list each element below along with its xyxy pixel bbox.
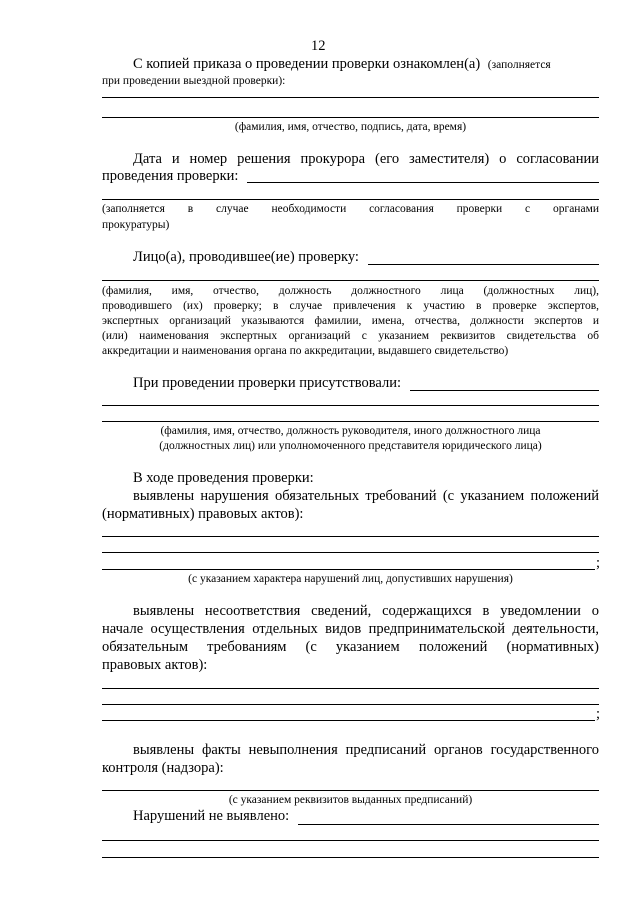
s6-semicolon: ; (596, 706, 601, 722)
s4-note2: (должностных лиц) или уполномоченного представителя юридического лица) (159, 440, 542, 452)
s6-line1: выявлены несоответствия сведений, содержащихся в уведомлении о (133, 603, 599, 619)
s3-note2: проводившего (их) проверку; в случае привлечения к участию в проверке экспертов, (102, 300, 599, 312)
fill-line[interactable] (247, 182, 599, 183)
s6-line4: правовых актов): (102, 657, 208, 673)
s6-line3: обязательным требованиям (с указанием положений (нормативных) (102, 639, 599, 655)
fill-line[interactable] (102, 840, 599, 841)
s7-caption: (с указанием реквизитов выданных предписаний) (228, 794, 473, 806)
s7-line1: выявлены факты невыполнения предписаний органов государственного (133, 742, 599, 758)
fill-line[interactable] (102, 720, 595, 721)
s4-note1: (фамилия, имя, отчество, должность руководителя, иного должностного лица (160, 425, 541, 437)
s4-label: При проведении проверки присутствовали: (133, 375, 402, 391)
s1-line2: при проведении выездной проверки): (102, 75, 286, 87)
fill-line[interactable] (368, 264, 599, 265)
s3-note1: (фамилия, имя, отчество, должность должностного лица (должностных лиц), (102, 285, 599, 297)
s5-line3: (нормативных) правовых актов): (102, 506, 304, 522)
s1-line1-small: (заполняется (487, 59, 551, 71)
s3-label: Лицо(а), проводившее(ие) проверку: (133, 249, 359, 265)
s1-caption: (фамилия, имя, отчество, подпись, дата, время) (234, 121, 467, 133)
s7-line2: контроля (надзора): (102, 760, 224, 776)
s5-line2: выявлены нарушения обязательных требований (с указанием положений (133, 488, 599, 504)
s3-note4: (или) наименования экспертных организаций с указанием реквизитов свидетельства об (102, 330, 599, 342)
s1-line1 (133, 56, 551, 73)
page-number: 12 (311, 38, 326, 54)
fill-line[interactable] (102, 552, 599, 553)
fill-line[interactable] (102, 536, 599, 537)
fill-line[interactable] (102, 280, 599, 281)
fill-line[interactable] (102, 405, 599, 406)
s7-no-violations: Нарушений не выявлено: (133, 808, 290, 824)
fill-line[interactable] (102, 97, 599, 98)
s5-line1: В ходе проведения проверки: (133, 470, 314, 486)
s5-semicolon: ; (596, 555, 601, 571)
fill-line[interactable] (102, 688, 599, 689)
fill-line[interactable] (298, 824, 599, 825)
s2-note2: прокуратуры) (102, 219, 170, 231)
s2-line2: проведения проверки: (102, 168, 239, 184)
fill-line[interactable] (102, 569, 595, 570)
s3-note3: экспертных организаций указываются фамилии, имена, отчества, должности экспертов и (102, 315, 599, 327)
fill-line[interactable] (102, 857, 599, 858)
s5-caption: (с указанием характера нарушений лиц, допустивших нарушения) (188, 573, 513, 585)
s2-line1: Дата и номер решения прокурора (его заместителя) о согласовании (133, 151, 599, 167)
fill-line[interactable] (410, 390, 599, 391)
s6-line2: начале осуществления отдельных видов предпринимательской деятельности, (102, 621, 599, 637)
fill-line[interactable] (102, 117, 599, 118)
s3-note5: аккредитации и наименования органа по аккредитации, выдавшего свидетельство) (102, 345, 509, 357)
fill-line[interactable] (102, 421, 599, 422)
fill-line[interactable] (102, 790, 599, 791)
fill-line[interactable] (102, 199, 599, 200)
fill-line[interactable] (102, 704, 599, 705)
s1-line1-main: С копией приказа о проведении проверки ознакомлен(а) (133, 56, 481, 72)
s2-note1: (заполняется в случае необходимости согласования проверки с органами (102, 203, 599, 215)
